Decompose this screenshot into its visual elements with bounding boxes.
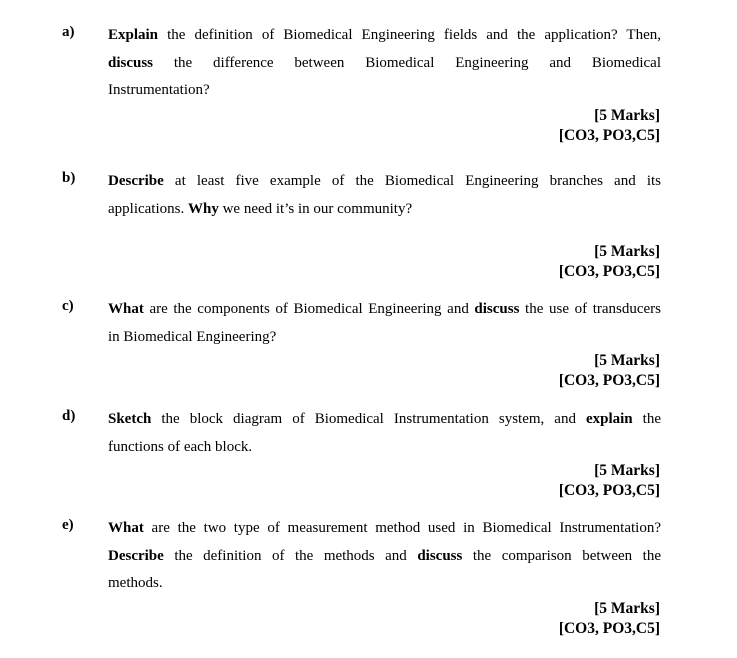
- question-text: [108, 22, 661, 105]
- question-label: c): [62, 298, 74, 314]
- body-text: at least five example of the Biomedical Engineering branches and its: [163, 173, 661, 189]
- keyword-text: Describe: [108, 547, 164, 564]
- keyword-text: discuss: [417, 547, 463, 564]
- question-line: [108, 515, 661, 543]
- question-line: [108, 324, 661, 352]
- keyword-text: discuss: [474, 301, 520, 317]
- body-text: the use of transducers: [519, 301, 661, 317]
- keyword-text: What: [108, 520, 144, 536]
- question-line: [108, 50, 661, 78]
- question-line: [108, 196, 661, 224]
- marks-block-c: [559, 351, 660, 391]
- course-outcomes: [CO3, PO3,C5]: [558, 263, 660, 280]
- body-text: the: [632, 411, 661, 427]
- body-text: the definition of the methods and: [163, 547, 418, 564]
- course-outcomes: [CO3, PO3,C5]: [558, 127, 660, 144]
- body-text: Instrumentation?: [108, 82, 210, 98]
- marks-value: [5 Marks]: [594, 243, 660, 260]
- marks-value: [5 Marks]: [594, 352, 660, 369]
- body-text: methods.: [108, 575, 163, 591]
- body-text: are the components of Biomedical Engineering and: [143, 301, 475, 317]
- question-line: [108, 543, 661, 571]
- marks-block-e: [559, 599, 660, 639]
- body-text: the definition of Biomedical Engineering fields and the application? Then,: [158, 27, 661, 43]
- body-text: the comparison between the: [462, 547, 661, 564]
- keyword-text: What: [108, 301, 144, 317]
- keyword-text: explain: [585, 411, 633, 427]
- course-outcomes: [CO3, PO3,C5]: [558, 482, 660, 499]
- course-outcomes: [CO3, PO3,C5]: [558, 372, 660, 389]
- question-text: [108, 168, 661, 223]
- keyword-text: Why: [187, 200, 219, 217]
- keyword-text: Describe: [108, 173, 164, 189]
- marks-block-a: [559, 106, 660, 146]
- question-line: [108, 22, 661, 50]
- question-line: [108, 406, 661, 434]
- body-text: we need it’s in our community?: [218, 200, 413, 217]
- question-label: d): [62, 408, 76, 424]
- question-text: [108, 296, 661, 351]
- body-text: functions of each block.: [108, 438, 253, 455]
- question-line: [108, 168, 661, 196]
- question-text: [108, 406, 661, 461]
- question-label: a): [62, 24, 75, 40]
- marks-value: [5 Marks]: [594, 462, 660, 479]
- question-text: [108, 515, 661, 598]
- body-text: the block diagram of Biomedical Instrumentation system, and: [151, 411, 586, 427]
- marks-value: [5 Marks]: [594, 600, 660, 617]
- body-text: applications.: [108, 200, 188, 217]
- body-text: are the two type of measurement method used in Biomedical Instrumentation?: [143, 520, 661, 536]
- question-label: b): [62, 170, 76, 186]
- body-text: the difference between Biomedical Engineering and Biomedical: [153, 54, 661, 71]
- question-line: [108, 570, 661, 598]
- marks-value: [5 Marks]: [594, 107, 660, 124]
- body-text: in Biomedical Engineering?: [108, 328, 277, 345]
- question-line: [108, 77, 661, 105]
- marks-block-d: [559, 461, 660, 501]
- question-line: [108, 296, 661, 324]
- question-label: e): [62, 517, 74, 533]
- keyword-text: Sketch: [108, 411, 152, 427]
- keyword-text: discuss: [108, 54, 154, 71]
- keyword-text: Explain: [108, 27, 159, 43]
- course-outcomes: [CO3, PO3,C5]: [558, 620, 660, 637]
- question-line: [108, 434, 661, 462]
- marks-block-b: [559, 242, 660, 282]
